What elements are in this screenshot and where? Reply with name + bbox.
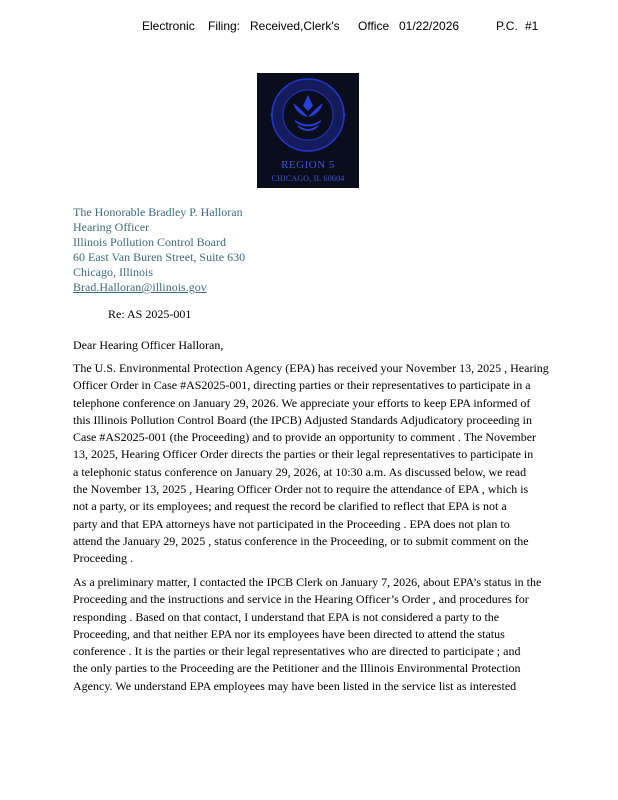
filing-office: Office	[358, 19, 390, 33]
paragraph-line: party and that EPA attorneys have not participated in the Proceeding . EPA does not plan to	[73, 516, 510, 531]
re-line: Re: AS 2025-001	[108, 307, 192, 321]
filing-electronic: Electronic	[142, 19, 195, 33]
body-paragraph-1	[73, 360, 551, 568]
paragraph-line: Case #AS2025-001 (the Proceeding) and to provide an opportunity to comment . The November	[73, 430, 537, 445]
paragraph-line: The U.S. Environmental Protection Agency (EPA) has received your November 13, 2025 , Hearing	[73, 361, 549, 375]
paragraph-line: As a preliminary matter, I contacted the IPCB Clerk on January 7, 2026, about EPA’s status in the	[73, 575, 542, 589]
paragraph-line: Proceeding and the instructions and service in the Hearing Officer’s Order , and procedures for	[73, 592, 529, 607]
logo-region-label: REGION 5	[281, 159, 335, 171]
paragraph-line: 13, 2025, Hearing Officer Order directs the parties or their legal representatives to participate in	[73, 447, 534, 462]
recipient-address	[73, 205, 373, 295]
filing-date: 01/22/2026	[399, 19, 460, 33]
paragraph-line: responding . Based on that contact, I understand that EPA is not considered a party to the	[73, 609, 500, 624]
recipient-email-link[interactable]: Brad.Halloran@illinois.gov	[73, 280, 207, 294]
paragraph-line: Officer Order in Case #AS2025-001, directing parties or their representatives to participate in a	[73, 378, 531, 393]
salutation: Dear Hearing Officer Halloran,	[73, 338, 224, 352]
paragraph-line: a telephonic status conference on January 29, 2026, at 10:30 a.m. As discussed below, we read	[73, 464, 527, 479]
paragraph-line: Agency. We understand EPA employees may have been listed in the service list as interested	[73, 678, 517, 693]
filing-received: Received,Clerk's	[250, 19, 340, 33]
paragraph-line: telephone conference on January 29, 2026. We appreciate your efforts to keep EPA informed of	[73, 395, 531, 410]
recipient-name: The Honorable Bradley P. Halloran	[73, 205, 243, 219]
body-paragraph-2	[73, 574, 551, 695]
recipient-organization: Illinois Pollution Control Board	[73, 235, 227, 249]
filing-number: #1	[525, 19, 539, 33]
paragraph-line: attend the January 29, 2025 , status conference in the Proceeding, or to submit comment on the	[73, 533, 529, 548]
paragraph-line: this Illinois Pollution Control Board (the IPCB) Adjusted Standards Adjudicatory proceeding in	[73, 412, 532, 427]
epa-region5-logo	[257, 73, 359, 188]
filing-label: Filing:	[208, 19, 241, 33]
recipient-street: 60 East Van Buren Street, Suite 630	[73, 250, 246, 264]
paragraph-line: not a party, or its employees; and request the record be clarified to reflect that EPA is not a	[73, 499, 507, 514]
paragraph-line: the November 13, 2025 , Hearing Officer Order not to require the attendance of EPA , which is	[73, 482, 529, 497]
logo-city-label: CHICAGO, IL 60604	[271, 174, 345, 183]
paragraph-line: the only parties to the Proceeding are the Petitioner and the Illinois Environmental Protection	[73, 661, 521, 676]
epa-seal-icon	[257, 73, 359, 161]
paragraph-line: Proceeding .	[73, 551, 133, 566]
paragraph-line: Proceeding, and that neither EPA nor its employees have been directed to attend the status	[73, 626, 505, 641]
filing-pc: P.C.	[496, 19, 518, 33]
paragraph-line: conference . It is the parties or their legal representatives who are directed to participate ; and	[73, 644, 521, 659]
electronic-filing-stamp	[0, 19, 618, 37]
recipient-city: Chicago, Illinois	[73, 265, 153, 279]
recipient-title: Hearing Officer	[73, 220, 150, 234]
